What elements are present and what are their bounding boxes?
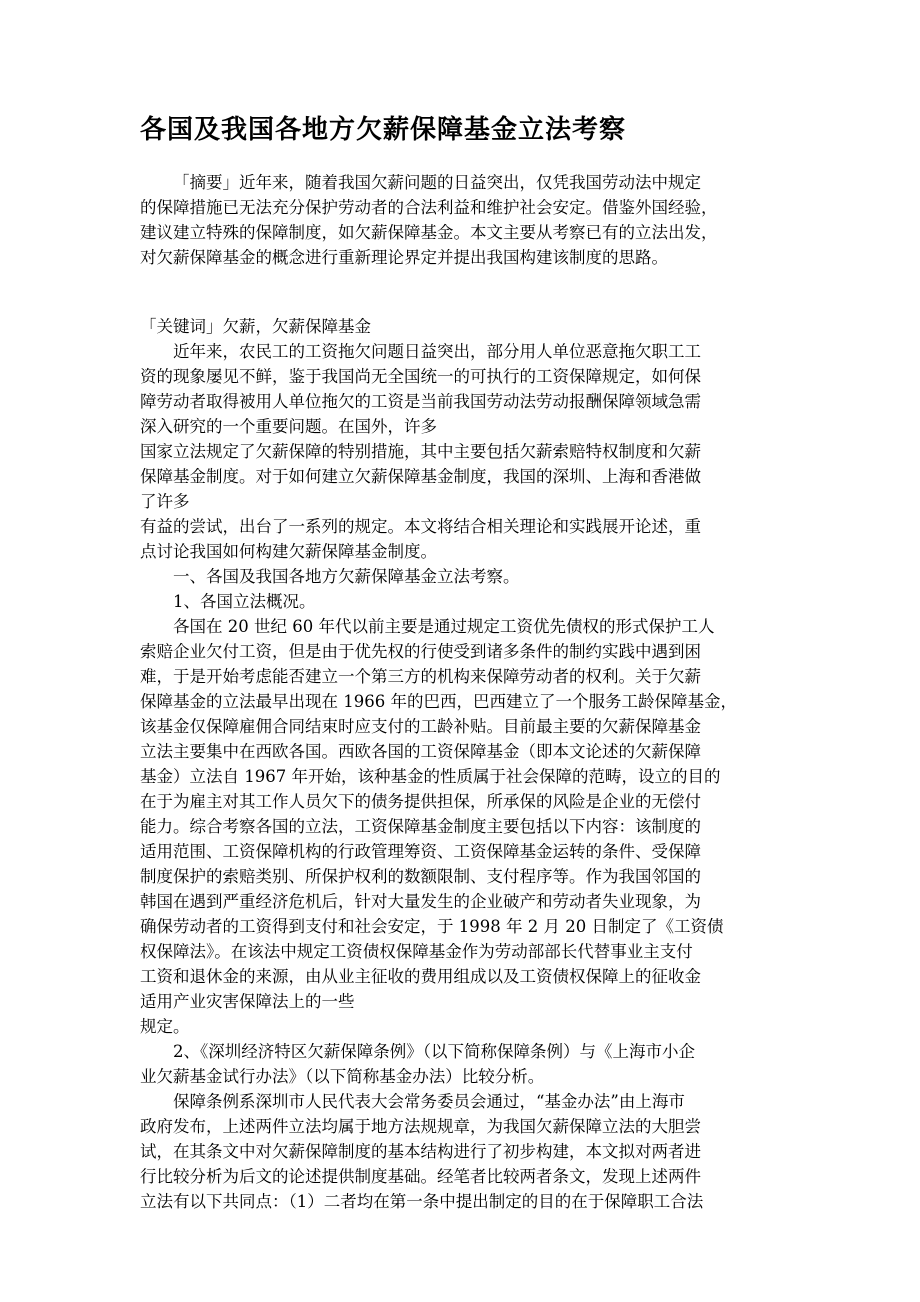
subsection-heading: 1、各国立法概况。 (173, 592, 316, 611)
document-title: 各国及我国各地方欠薪保障基金立法考察 (140, 115, 627, 145)
paragraph-line: 试，在其条文中对欠薪保障制度的基本结构进行了初步构建，本文拟对两者进 (140, 1142, 701, 1161)
paragraph-line: 基金）立法自 1967 年开始，该种基金的性质属于社会保障的范畴，设立的目的 (140, 767, 721, 786)
paragraph-line: 有益的尝试，出台了一系列的规定。本文将结合相关理论和实践展开论述，重 (140, 517, 701, 536)
paragraph-line: 索赔企业欠付工资，但是由于优先权的行使受到诸多条件的制约实践中遇到困 (140, 642, 701, 661)
paragraph-line: 障劳动者取得被用人单位拖欠的工资是当前我国劳动法劳动报酬保障领域急需 (140, 392, 701, 411)
section-heading: 一、各国及我国各地方欠薪保障基金立法考察。 (173, 567, 520, 586)
paragraph-line: 各国在 20 世纪 60 年代以前主要是通过规定工资优先债权的形式保护工人 (173, 617, 715, 636)
keywords-line: 「关键词」欠薪，欠薪保障基金 (140, 317, 371, 336)
abstract-line: 建议建立特殊的保障制度，如欠薪保障基金。本文主要从考察已有的立法出发， (140, 223, 718, 242)
paragraph-line: 深入研究的一个重要问题。在国外，许多 (140, 417, 437, 436)
paragraph-line: 工资和退休金的来源，由从业主征收的费用组成以及工资债权保障上的征收金 (140, 967, 701, 986)
paragraph-line: 行比较分析为后文的论述提供制度基础。经笔者比较两者条文，发现上述两件 (140, 1167, 701, 1186)
paragraph-line: 制度保护的索赔类别、所保护权利的数额限制、支付程序等。作为我国邻国的 (140, 867, 701, 886)
abstract-line: 「摘要」近年来，随着我国欠薪问题的日益突出，仅凭我国劳动法中规定 (173, 173, 701, 192)
paragraph-line: 在于为雇主对其工作人员欠下的债务提供担保，所承保的风险是企业的无偿付 (140, 792, 701, 811)
paragraph-line: 适用产业灾害保障法上的一些 (140, 992, 355, 1011)
body-section (140, 314, 780, 1214)
paragraph-line: 点讨论我国如何构建欠薪保障基金制度。 (140, 542, 437, 561)
paragraph-line: 近年来，农民工的工资拖欠问题日益突出，部分用人单位恶意拖欠职工工 (173, 342, 701, 361)
abstract-section (140, 170, 780, 270)
abstract-line: 对欠薪保障基金的概念进行重新理论界定并提出我国构建该制度的思路。 (140, 248, 668, 267)
paragraph-line: 能力。综合考察各国的立法，工资保障基金制度主要包括以下内容：该制度的 (140, 817, 701, 836)
paragraph-line: 该基金仅保障雇佣合同结束时应支付的工龄补贴。目前最主要的欠薪保障基金 (140, 717, 701, 736)
paragraph-line: 立法主要集中在西欧各国。西欧各国的工资保障基金（即本文论述的欠薪保障 (140, 742, 701, 761)
paragraph-line: 了许多 (140, 492, 190, 511)
paragraph-line: 资的现象屡见不鲜，鉴于我国尚无全国统一的可执行的工资保障规定，如何保 (140, 367, 701, 386)
paragraph-line: 规定。 (140, 1017, 190, 1036)
paragraph-line: 业欠薪基金试行办法》（以下简称基金办法）比较分析。 (140, 1067, 545, 1086)
paragraph-line: 权保障法》。在该法中规定工资债权保障基金作为劳动部部长代替事业主支付 (140, 942, 693, 961)
subsection-heading: 2、《深圳经济特区欠薪保障条例》（以下简称保障条例）与《上海市小企 (173, 1042, 695, 1061)
paragraph-line: 立法有以下共同点：（1）二者均在第一条中提出制定的目的在于保障职工合法 (140, 1192, 704, 1211)
paragraph-line: 国家立法规定了欠薪保障的特别措施，其中主要包括欠薪索赔特权制度和欠薪 (140, 442, 701, 461)
paragraph-line: 难，于是开始考虑能否建立一个第三方的机构来保障劳动者的权利。关于欠薪 (140, 667, 701, 686)
paragraph-line: 保障基金制度。对于如何建立欠薪保障基金制度，我国的深圳、上海和香港做 (140, 467, 701, 486)
paragraph-line: 保障基金的立法最早出现在 1966 年的巴西，巴西建立了一个服务工龄保障基金， (140, 692, 737, 711)
abstract-line: 的保障措施已无法充分保护劳动者的合法利益和维护社会安定。借鉴外国经验， (140, 198, 718, 217)
paragraph-line: 政府发布，上述两件立法均属于地方法规规章，为我国欠薪保障立法的大胆尝 (140, 1117, 701, 1136)
paragraph-line: 确保劳动者的工资得到支付和社会安定，于 1998 年 2 月 20 日制定了《工资债 (140, 917, 724, 936)
paragraph-line: 适用范围、工资保障机构的行政管理筹资、工资保障基金运转的条件、受保障 (140, 842, 701, 861)
paragraph-line: 保障条例系深圳市人民代表大会常务委员会通过，“基金办法”由上海市 (173, 1092, 685, 1111)
paragraph-line: 韩国在遇到严重经济危机后，针对大量发生的企业破产和劳动者失业现象，为 (140, 892, 701, 911)
